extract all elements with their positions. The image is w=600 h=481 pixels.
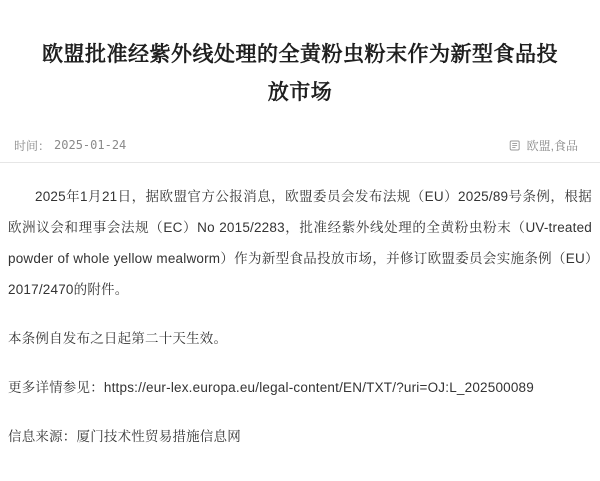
article-tags-label: 欧盟,食品 <box>526 138 578 153</box>
article-source-link[interactable]: 更多详情参见：https://eur-lex.europa.eu/legal-content/EN/TXT/?uri=OJ:L_202500089 <box>8 380 534 396</box>
page-title: 欧盟批准经紫外线处理的全黄粉虫粉末作为新型食品投放市场 <box>42 43 558 105</box>
publish-time-value: 2025-01-24 <box>54 138 127 153</box>
article-meta-bar <box>0 128 600 162</box>
article-paragraph: 2025年1月21日，据欧盟官方公报消息，欧盟委员会发布法规（EU）2025/89号条例，根据欧洲议会和理事会法规（EC）No 2015/2283，批准经紫外线处理的全黄粉虫粉末（UV-treated powder of whole yellow mealworm）作为新型食品投放市场，并修订欧盟委员会实施条例（EU）2017/2470的附件。 <box>8 189 592 298</box>
article-paragraph: 本条例自发布之日起第二十天生效。 <box>8 331 228 347</box>
tag-icon <box>509 139 522 152</box>
article-body <box>0 163 600 452</box>
article-information-source: 信息来源：厦门技术性贸易措施信息网 <box>8 429 241 445</box>
article-tags[interactable] <box>509 137 582 154</box>
publish-time-label: 时间： <box>14 138 51 153</box>
publish-time <box>8 137 126 154</box>
article-page <box>0 14 600 481</box>
